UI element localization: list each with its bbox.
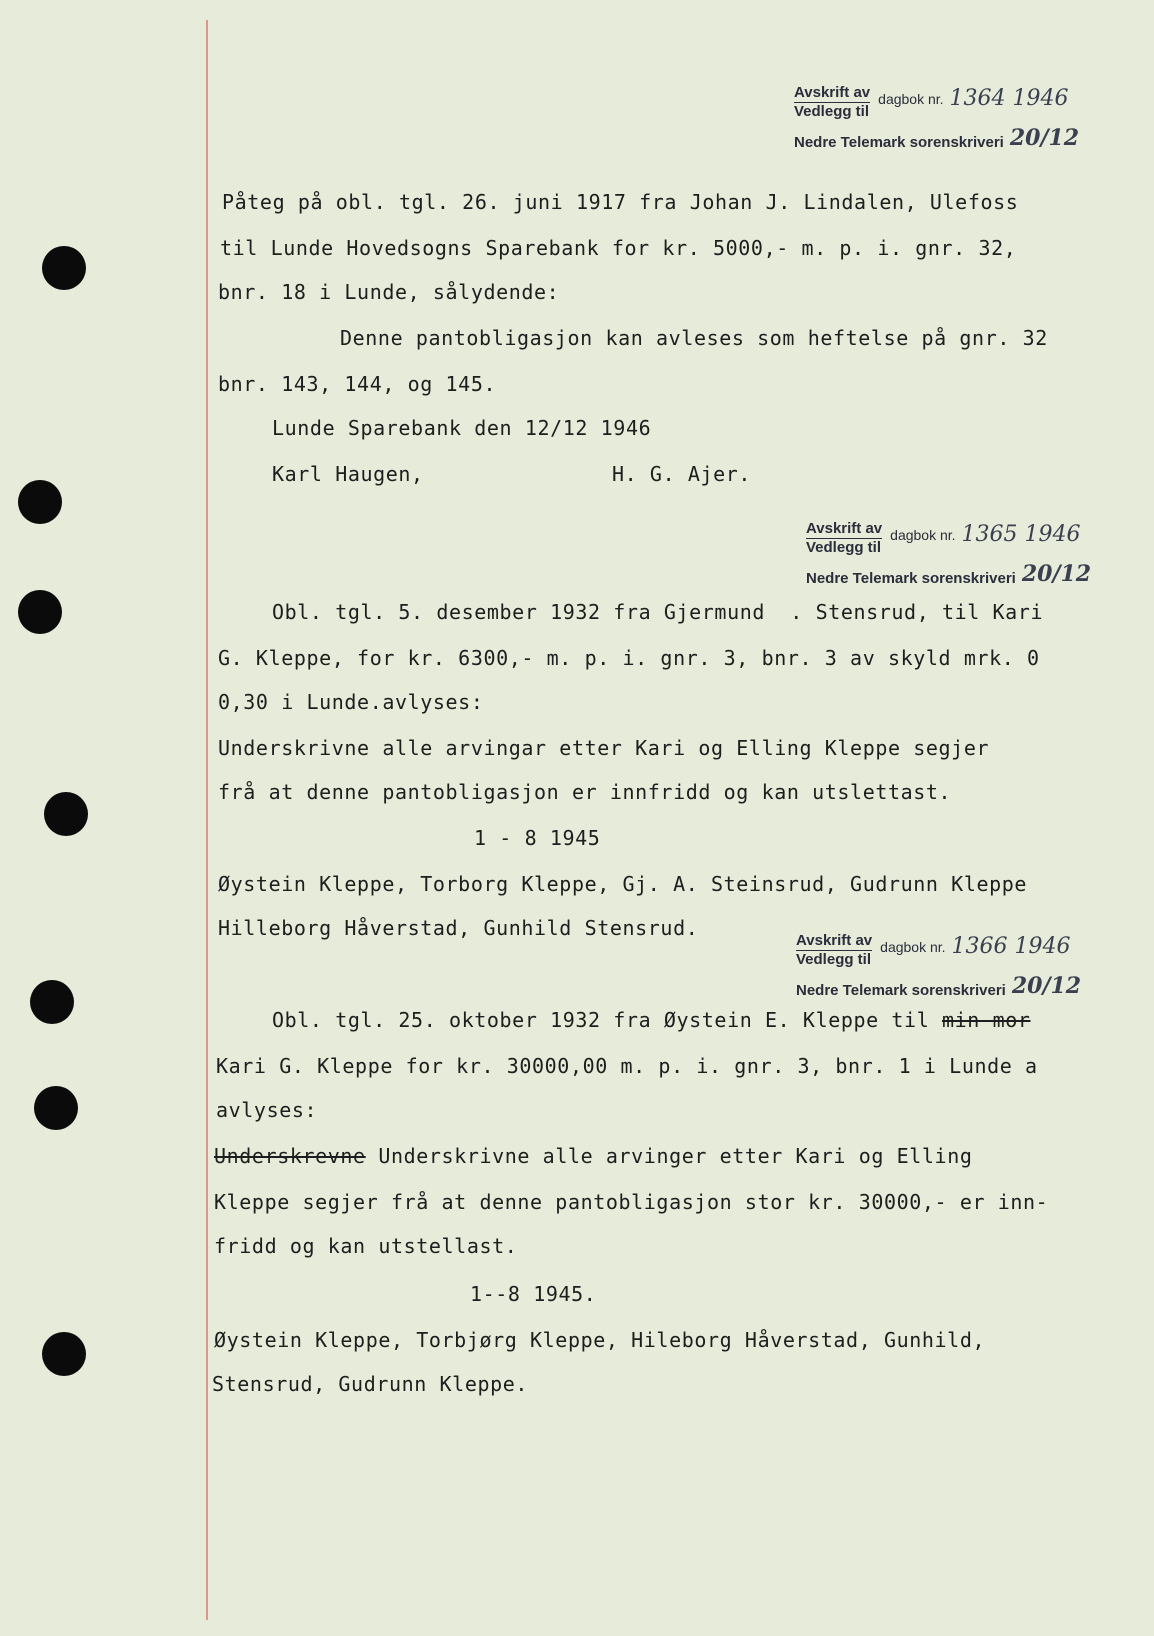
entry2-line: Obl. tgl. 5. desember 1932 fra Gjermund . Stensrud, til Kari — [272, 600, 1044, 624]
entry3-line-text: Underskrivne alle arvinger etter Kari og Elling — [365, 1144, 973, 1168]
entry2-line: 0,30 i Lunde.avlyses: — [218, 690, 484, 714]
punch-hole — [42, 246, 86, 290]
entry3-line — [272, 1008, 1031, 1032]
registration-stamp — [806, 520, 1091, 587]
punch-hole — [34, 1086, 78, 1130]
entry3-date: 1--8 1945. — [470, 1282, 597, 1306]
entry1-line: Påteg på obl. tgl. 26. juni 1917 fra Johan J. Lindalen, Ulefoss — [222, 190, 1019, 214]
entry1-line: Denne pantobligasjon kan avleses som heftelse på gnr. 32 — [340, 326, 1048, 350]
stamp-dagbok: dagbok nr. — [890, 527, 956, 543]
registration-stamp — [796, 932, 1081, 999]
entry3-line: Stensrud, Gudrunn Kleppe. — [212, 1372, 529, 1396]
entry2-line: Hilleborg Håverstad, Gunhild Stensrud. — [218, 916, 699, 940]
stamp-avskrift: Avskrift av — [796, 932, 873, 949]
entry1-signature: Karl Haugen, — [272, 462, 424, 486]
entry3-line: fridd og kan utstellast. — [214, 1234, 518, 1258]
entry1-line: bnr. 18 i Lunde, sålydende: — [218, 280, 560, 304]
stamp-vedlegg: Vedlegg til — [794, 103, 870, 120]
entry1-line: bnr. 143, 144, og 145. — [218, 372, 497, 396]
stamp-number: 1365 1946 — [961, 522, 1081, 547]
stamp-vedlegg: Vedlegg til — [796, 951, 872, 968]
punch-hole — [42, 1332, 86, 1376]
stamp-avskrift: Avskrift av — [794, 84, 871, 101]
stamp-number: 1364 1946 — [949, 86, 1069, 111]
entry3-line: Kleppe segjer frå at denne pantobligasjon stor kr. 30000,- er inn- — [214, 1190, 1049, 1214]
entry2-line: frå at denne pantobligasjon er innfridd og kan utslettast. — [218, 780, 952, 804]
registration-stamp — [794, 84, 1079, 151]
stamp-office: Nedre Telemark sorenskriveri — [806, 570, 1016, 587]
stamp-date: 20/12 — [1021, 561, 1092, 587]
entry3-line: Øystein Kleppe, Torbjørg Kleppe, Hileborg Håverstad, Gunhild, — [214, 1328, 986, 1352]
stamp-dagbok: dagbok nr. — [878, 91, 944, 107]
entry3-line: avlyses: — [216, 1098, 318, 1122]
stamp-number: 1366 1946 — [951, 934, 1071, 959]
punch-hole — [44, 792, 88, 836]
entry3-struck-text: Underskrevne — [214, 1144, 366, 1168]
entry1-signature: H. G. Ajer. — [612, 462, 752, 486]
entry1-line: Lunde Sparebank den 12/12 1946 — [272, 416, 652, 440]
stamp-office: Nedre Telemark sorenskriveri — [794, 134, 1004, 151]
entry2-line: Øystein Kleppe, Torborg Kleppe, Gj. A. Steinsrud, Gudrunn Kleppe — [218, 872, 1028, 896]
entry1-line: til Lunde Hovedsogns Sparebank for kr. 5000,- m. p. i. gnr. 32, — [220, 236, 1017, 260]
punch-hole — [30, 980, 74, 1024]
stamp-avskrift: Avskrift av — [806, 520, 883, 537]
entry3-line-text: Obl. tgl. 25. oktober 1932 fra Øystein E. Kleppe til — [272, 1008, 930, 1032]
entry2-line: G. Kleppe, for kr. 6300,- m. p. i. gnr. 3, bnr. 3 av skyld mrk. 0 — [218, 646, 1040, 670]
stamp-office: Nedre Telemark sorenskriveri — [796, 982, 1006, 999]
punch-hole — [18, 480, 62, 524]
entry2-line: Underskrivne alle arvingar etter Kari og Elling Kleppe segjer — [218, 736, 990, 760]
entry3-line: Kari G. Kleppe for kr. 30000,00 m. p. i. gnr. 3, bnr. 1 i Lunde a — [216, 1054, 1038, 1078]
stamp-dagbok: dagbok nr. — [880, 939, 946, 955]
entry3-line — [214, 1144, 972, 1168]
stamp-date: 20/12 — [1009, 125, 1080, 151]
stamp-vedlegg: Vedlegg til — [806, 539, 882, 556]
punch-hole — [18, 590, 62, 634]
entry2-date: 1 - 8 1945 — [474, 826, 601, 850]
stamp-date: 20/12 — [1011, 973, 1082, 999]
entry3-struck-text: min mor — [942, 1008, 1031, 1032]
margin-rule — [206, 20, 208, 1620]
